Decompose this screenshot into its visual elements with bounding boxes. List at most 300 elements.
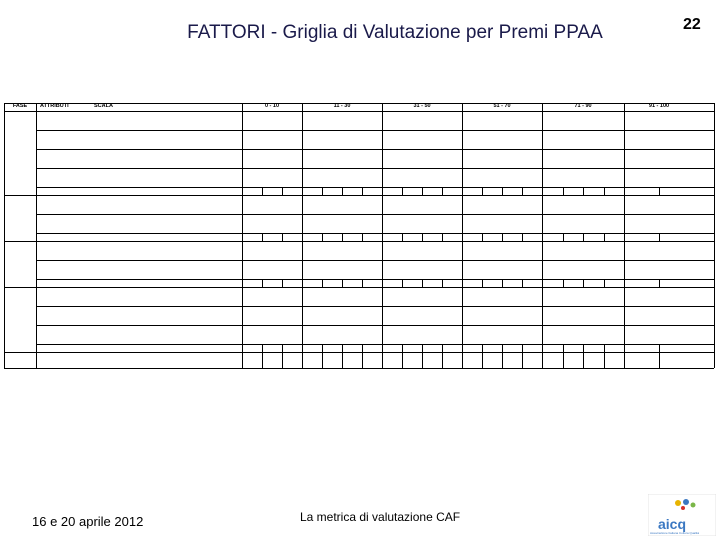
header-scala: SCALA (94, 103, 113, 109)
attribute-text (40, 310, 240, 325)
score-value (522, 187, 542, 195)
score-value (462, 344, 482, 352)
scale-descriptor (464, 214, 540, 233)
scale-descriptor (244, 130, 300, 149)
score-divider (402, 233, 403, 241)
score-divider (442, 352, 443, 368)
score-divider (659, 344, 660, 352)
score-value (322, 344, 342, 352)
scale-descriptor (626, 149, 692, 168)
score-value (624, 233, 659, 241)
score-value (482, 187, 502, 195)
header-fase: FASE (12, 103, 28, 109)
scale-descriptor (626, 168, 692, 187)
score-value (242, 344, 262, 352)
scale-descriptor (304, 111, 380, 130)
scale-descriptor (544, 325, 622, 344)
score-value (282, 352, 302, 368)
score-value (422, 279, 442, 287)
scale-descriptor (304, 168, 380, 187)
score-divider (402, 344, 403, 352)
score-value (542, 233, 563, 241)
scale-descriptor (464, 241, 540, 260)
scale-descriptor (626, 306, 692, 325)
score-value (382, 344, 402, 352)
score-value (342, 344, 362, 352)
band-divider (542, 103, 543, 368)
scale-descriptor (626, 260, 692, 279)
scale-descriptor (464, 325, 540, 344)
scale-descriptor (626, 325, 692, 344)
subtotal-label (36, 344, 236, 352)
score-value (282, 344, 302, 352)
scale-descriptor (544, 214, 622, 233)
scale-descriptor (626, 130, 692, 149)
slide-number: 22 (683, 16, 701, 33)
scale-descriptor (626, 241, 692, 260)
scale-descriptor (244, 287, 300, 306)
score-value (604, 352, 625, 368)
score-divider (282, 279, 283, 287)
score-value (502, 352, 522, 368)
score-divider (262, 187, 263, 195)
band-divider (462, 103, 463, 368)
logo-dot-blue (683, 499, 689, 505)
phase-label (4, 287, 36, 352)
score-divider (342, 344, 343, 352)
score-value (659, 279, 694, 287)
score-divider (563, 352, 564, 368)
score-value (302, 279, 322, 287)
scale-descriptor (304, 241, 380, 260)
score-value (362, 187, 382, 195)
score-divider (322, 279, 323, 287)
score-divider (522, 279, 523, 287)
score-value (604, 233, 625, 241)
scale-descriptor (544, 287, 622, 306)
score-value (624, 352, 659, 368)
score-value (442, 352, 462, 368)
score-divider (322, 233, 323, 241)
score-divider (422, 352, 423, 368)
scale-descriptor (544, 111, 622, 130)
score-divider (402, 352, 403, 368)
score-divider (604, 344, 605, 352)
score-value (522, 344, 542, 352)
scale-descriptor (544, 195, 622, 214)
score-value (302, 187, 322, 195)
score-value (659, 187, 694, 195)
scale-descriptor (464, 111, 540, 130)
score-divider (502, 187, 503, 195)
scale-descriptor (244, 149, 300, 168)
score-value (322, 352, 342, 368)
score-divider (522, 187, 523, 195)
scale-descriptor (384, 149, 460, 168)
score-value (322, 279, 342, 287)
scale-descriptor (464, 149, 540, 168)
score-divider (322, 344, 323, 352)
attribute-text (40, 199, 240, 214)
score-value (624, 344, 659, 352)
score-value (342, 352, 362, 368)
header-band: 71 - 90 (574, 103, 592, 109)
score-value (482, 279, 502, 287)
score-value (242, 187, 262, 195)
score-value (563, 352, 584, 368)
score-divider (342, 352, 343, 368)
page-title: FATTORI - Griglia di Valutazione per Premi PPAA (187, 22, 603, 43)
attribute-text (40, 172, 240, 187)
score-divider (422, 344, 423, 352)
header-attributi: ATTRIBUTI (40, 103, 69, 109)
score-value (482, 352, 502, 368)
header-band: 0 - 10 (264, 103, 280, 109)
score-divider (563, 279, 564, 287)
score-value (422, 187, 442, 195)
scale-descriptor (464, 260, 540, 279)
header-band: 91 - 100 (648, 103, 670, 109)
score-value (402, 279, 422, 287)
scale-descriptor (544, 260, 622, 279)
logo-dot-green (691, 503, 696, 508)
score-value (342, 187, 362, 195)
scale-descriptor (544, 168, 622, 187)
score-value (322, 187, 342, 195)
score-divider (362, 344, 363, 352)
score-divider (659, 233, 660, 241)
score-value (302, 233, 322, 241)
score-value (583, 233, 604, 241)
score-value (382, 352, 402, 368)
subtotal-label (36, 279, 236, 287)
score-divider (422, 233, 423, 241)
score-value (522, 233, 542, 241)
score-value (422, 352, 442, 368)
scale-descriptor (384, 214, 460, 233)
score-value (542, 352, 563, 368)
score-value (402, 352, 422, 368)
score-value (462, 279, 482, 287)
score-value (583, 279, 604, 287)
score-value (462, 187, 482, 195)
header-band: 11 - 30 (333, 103, 351, 109)
scale-descriptor (244, 306, 300, 325)
score-value (362, 352, 382, 368)
scale-descriptor (464, 287, 540, 306)
subtotal-top-rule (242, 344, 714, 345)
score-divider (604, 233, 605, 241)
scale-descriptor (304, 214, 380, 233)
scale-descriptor (304, 325, 380, 344)
scale-descriptor (244, 168, 300, 187)
score-value (482, 344, 502, 352)
score-value (282, 187, 302, 195)
score-divider (362, 279, 363, 287)
score-value (362, 344, 382, 352)
band-divider (382, 103, 383, 368)
score-divider (422, 187, 423, 195)
score-divider (482, 352, 483, 368)
score-value (502, 233, 522, 241)
attribute-text (40, 134, 240, 149)
score-value (542, 187, 563, 195)
scale-descriptor (244, 214, 300, 233)
scale-descriptor (244, 241, 300, 260)
score-value (502, 187, 522, 195)
score-divider (583, 279, 584, 287)
scale-descriptor (384, 130, 460, 149)
score-value (604, 187, 625, 195)
score-divider (563, 187, 564, 195)
score-value (563, 233, 584, 241)
score-divider (604, 187, 605, 195)
score-value (262, 344, 282, 352)
header-band: 31 - 50 (413, 103, 431, 109)
score-value (422, 344, 442, 352)
score-divider (522, 344, 523, 352)
score-value (282, 279, 302, 287)
score-divider (482, 344, 483, 352)
score-divider (282, 233, 283, 241)
score-divider (282, 187, 283, 195)
scale-descriptor (384, 168, 460, 187)
score-value (362, 233, 382, 241)
band-divider (302, 103, 303, 368)
score-value (462, 352, 482, 368)
score-value (342, 279, 362, 287)
phase-label (4, 111, 36, 195)
score-divider (442, 279, 443, 287)
score-value (659, 344, 694, 352)
score-value (583, 187, 604, 195)
phase-label (4, 241, 36, 287)
subtotal-top-rule (242, 187, 714, 188)
footer-caption: La metrica di valutazione CAF (300, 510, 461, 524)
scale-descriptor (244, 260, 300, 279)
scale-descriptor (544, 306, 622, 325)
score-divider (583, 344, 584, 352)
score-value (262, 233, 282, 241)
score-value (362, 279, 382, 287)
score-divider (442, 233, 443, 241)
top-rule (4, 103, 714, 104)
score-value (442, 233, 462, 241)
score-divider (604, 352, 605, 368)
score-value (282, 233, 302, 241)
score-value (659, 233, 694, 241)
score-value (442, 187, 462, 195)
scale-descriptor (626, 195, 692, 214)
score-value (502, 279, 522, 287)
score-divider (563, 344, 564, 352)
score-divider (482, 279, 483, 287)
score-divider (583, 187, 584, 195)
score-value (542, 279, 563, 287)
score-divider (322, 352, 323, 368)
score-value (624, 187, 659, 195)
score-divider (502, 344, 503, 352)
score-divider (402, 279, 403, 287)
score-value (583, 352, 604, 368)
bottom-rule (4, 368, 714, 369)
score-divider (262, 233, 263, 241)
attribute-text (40, 264, 240, 279)
logo-subtitle: Associazione Italiana Cultura Qualità (650, 531, 700, 535)
score-value (563, 344, 584, 352)
score-divider (362, 233, 363, 241)
score-value (242, 233, 262, 241)
score-value (322, 233, 342, 241)
scale-descriptor (626, 214, 692, 233)
score-value (382, 279, 402, 287)
scale-descriptor (304, 260, 380, 279)
score-value (242, 352, 262, 368)
score-divider (522, 233, 523, 241)
score-value (302, 344, 322, 352)
score-value (262, 187, 282, 195)
header-band: 51 - 70 (493, 103, 511, 109)
score-value (563, 187, 584, 195)
score-divider (522, 352, 523, 368)
scale-descriptor (244, 111, 300, 130)
attribute-text (40, 218, 240, 233)
grand-total-label (36, 354, 236, 368)
score-divider (262, 352, 263, 368)
scale-descriptor (304, 149, 380, 168)
score-divider (502, 233, 503, 241)
footer-date: 16 e 20 aprile 2012 (32, 514, 144, 529)
score-divider (659, 279, 660, 287)
score-value (242, 279, 262, 287)
score-divider (442, 187, 443, 195)
score-value (262, 352, 282, 368)
scale-descriptor (244, 195, 300, 214)
scale-descriptor (464, 195, 540, 214)
scale-descriptor (304, 287, 380, 306)
scale-descriptor (304, 306, 380, 325)
score-value (462, 233, 482, 241)
evaluation-grid (4, 103, 714, 485)
score-value (382, 187, 402, 195)
left-rule (4, 103, 5, 368)
attribute-text (40, 245, 240, 260)
score-value (659, 352, 694, 368)
score-value (442, 344, 462, 352)
scale-descriptor (544, 149, 622, 168)
phase-label (4, 195, 36, 241)
scale-descriptor (384, 287, 460, 306)
scale-descriptor (464, 168, 540, 187)
score-value (604, 279, 625, 287)
score-divider (502, 279, 503, 287)
score-divider (282, 344, 283, 352)
score-value (563, 279, 584, 287)
scale-descriptor (384, 195, 460, 214)
score-divider (342, 187, 343, 195)
score-value (402, 187, 422, 195)
score-value (542, 344, 563, 352)
scale-descriptor (244, 325, 300, 344)
scale-descriptor (384, 260, 460, 279)
band-divider (242, 103, 243, 368)
score-divider (482, 233, 483, 241)
scale-descriptor (626, 287, 692, 306)
right-rule (714, 103, 715, 368)
score-value (442, 279, 462, 287)
score-value (402, 233, 422, 241)
logo-text: aicq (658, 516, 687, 532)
subtotal-label (36, 187, 236, 195)
scale-descriptor (464, 130, 540, 149)
score-divider (262, 344, 263, 352)
logo-dot-yellow (675, 500, 681, 506)
scale-descriptor (384, 111, 460, 130)
scale-descriptor (384, 325, 460, 344)
subtotal-top-rule (242, 233, 714, 234)
score-value (604, 344, 625, 352)
score-value (262, 279, 282, 287)
score-value (522, 352, 542, 368)
attribute-text (40, 329, 240, 344)
score-value (402, 344, 422, 352)
scale-descriptor (544, 241, 622, 260)
score-value (502, 344, 522, 352)
score-value (422, 233, 442, 241)
score-divider (583, 233, 584, 241)
score-divider (422, 279, 423, 287)
score-value (302, 352, 322, 368)
score-divider (583, 352, 584, 368)
score-value (583, 344, 604, 352)
score-divider (563, 233, 564, 241)
subtotal-label (36, 233, 236, 241)
attribute-text (40, 153, 240, 168)
scale-descriptor (626, 111, 692, 130)
score-divider (362, 187, 363, 195)
scale-descriptor (384, 306, 460, 325)
scale-descriptor (544, 130, 622, 149)
score-divider (322, 187, 323, 195)
score-value (342, 233, 362, 241)
score-divider (402, 187, 403, 195)
score-value (522, 279, 542, 287)
score-value (624, 279, 659, 287)
score-divider (604, 279, 605, 287)
phase-divider (36, 103, 37, 368)
score-divider (502, 352, 503, 368)
score-divider (282, 352, 283, 368)
score-divider (659, 352, 660, 368)
subtotal-top-rule (242, 279, 714, 280)
score-value (482, 233, 502, 241)
attribute-text (40, 115, 240, 130)
score-divider (342, 233, 343, 241)
score-divider (482, 187, 483, 195)
scale-descriptor (464, 306, 540, 325)
scale-descriptor (304, 195, 380, 214)
scale-descriptor (304, 130, 380, 149)
score-divider (342, 279, 343, 287)
score-divider (262, 279, 263, 287)
score-divider (442, 344, 443, 352)
band-divider (624, 103, 625, 368)
score-divider (659, 187, 660, 195)
attribute-text (40, 291, 240, 306)
logo-dot-red (681, 506, 685, 510)
score-divider (362, 352, 363, 368)
scale-descriptor (384, 241, 460, 260)
